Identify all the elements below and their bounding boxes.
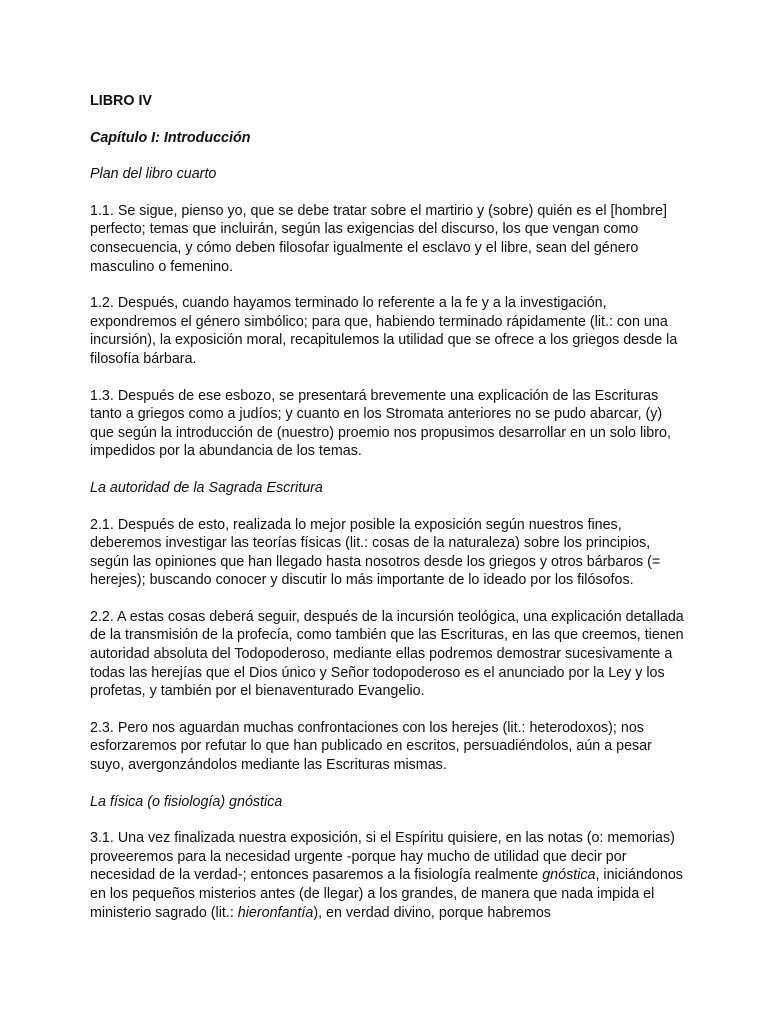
book-title: LIBRO IV: [90, 93, 152, 109]
section-heading-physics: La física (o fisiología) gnóstica: [90, 793, 283, 810]
paragraph-2-1: 2.1. Después de esto, realizada lo mejor posible la exposición según nuestros fines, deberemos investigar las teorías físicas (lit.: cosas de la naturaleza) sobre los principios, según las opiniones que han llegado hasta nosotros desde los griegos y otros bárbaros (= herejes); buscando conocer y discutir lo más importante de lo ideado por los filósofos.: [90, 516, 661, 589]
paragraph-3-1-text-c: ), en verdad divino, porque habremos: [313, 904, 551, 921]
paragraph-3-1-italic-a: gnóstica: [542, 867, 596, 884]
section-heading-authority: La autoridad de la Sagrada Escritura: [90, 479, 323, 496]
paragraph-3-1-text-b: , iniciándonos en los pequeños misterios antes (de llegar) a los grandes, de manera que nada impida el ministerio sagrado (lit.:: [90, 867, 683, 921]
paragraph-3-1: [90, 829, 690, 922]
paragraph-3-1-text-a: 3.1. Una vez finalizada nuestra exposición, si el Espíritu quisiere, en las notas (o: memorias) proveeremos para la necesidad urgente -porque hay mucho de utilidad que decir por necesidad de la verdad-; entonces pasaremos a la fisiología realmente: [90, 830, 675, 884]
paragraph-1-2: 1.2. Después, cuando hayamos terminado lo referente a la fe y a la investigación, expondremos el género simbólico; para que, habiendo terminado rápidamente (lit.: con una incursión), la exposición moral, recapitulemos la utilidad que se ofrece a los griegos desde la filosofía bárbara.: [90, 295, 678, 367]
paragraph-1-3: 1.3. Después de ese esbozo, se presentará brevemente una explicación de las Escrituras tanto a griegos como a judíos; y cuanto en los Stromata anteriores no se pudo abarcar, (y) que según la introducción de (nuestro) proemio nos propusimos desarrollar en un solo libro, impedidos por la abundancia de los temas.: [90, 387, 671, 460]
chapter-heading: Capítulo I: Introducción: [90, 129, 251, 146]
paragraph-1-1: 1.1. Se sigue, pienso yo, que se debe tratar sobre el martirio y (sobre) quién es el [hombre] perfecto; temas que incluirán, según las exigencias del discurso, los que vengan como consecuencia, y cómo deben filosofar igualmente el esclavo y el libre, sean del género masculino o femenino.: [90, 202, 667, 275]
section-heading-plan: Plan del libro cuarto: [90, 166, 217, 183]
paragraph-2-2: 2.2. A estas cosas deberá seguir, después de la incursión teológica, una explicación detallada de la transmisión de la profecía, como también que las Escrituras, en las que creemos, tienen autoridad absoluta del Todopoderoso, mediante ellas podremos demostrar sucesivamente a todas las herejías que el Dios único y Señor todopoderoso es el anunciado por la Ley y los profetas, y también por el bienaventurado Evangelio.: [90, 608, 684, 700]
paragraph-3-1-italic-b: hieronfantía: [237, 904, 314, 921]
document-page: [90, 92, 690, 940]
paragraph-2-3: 2.3. Pero nos aguardan muchas confrontaciones con los herejes (lit.: heterodoxos); nos esforzaremos por refutar lo que han publicado en escritos, persuadiéndolos, aún a pesar suyo, avergonzándolos mediante las Escrituras mismas.: [90, 719, 652, 774]
